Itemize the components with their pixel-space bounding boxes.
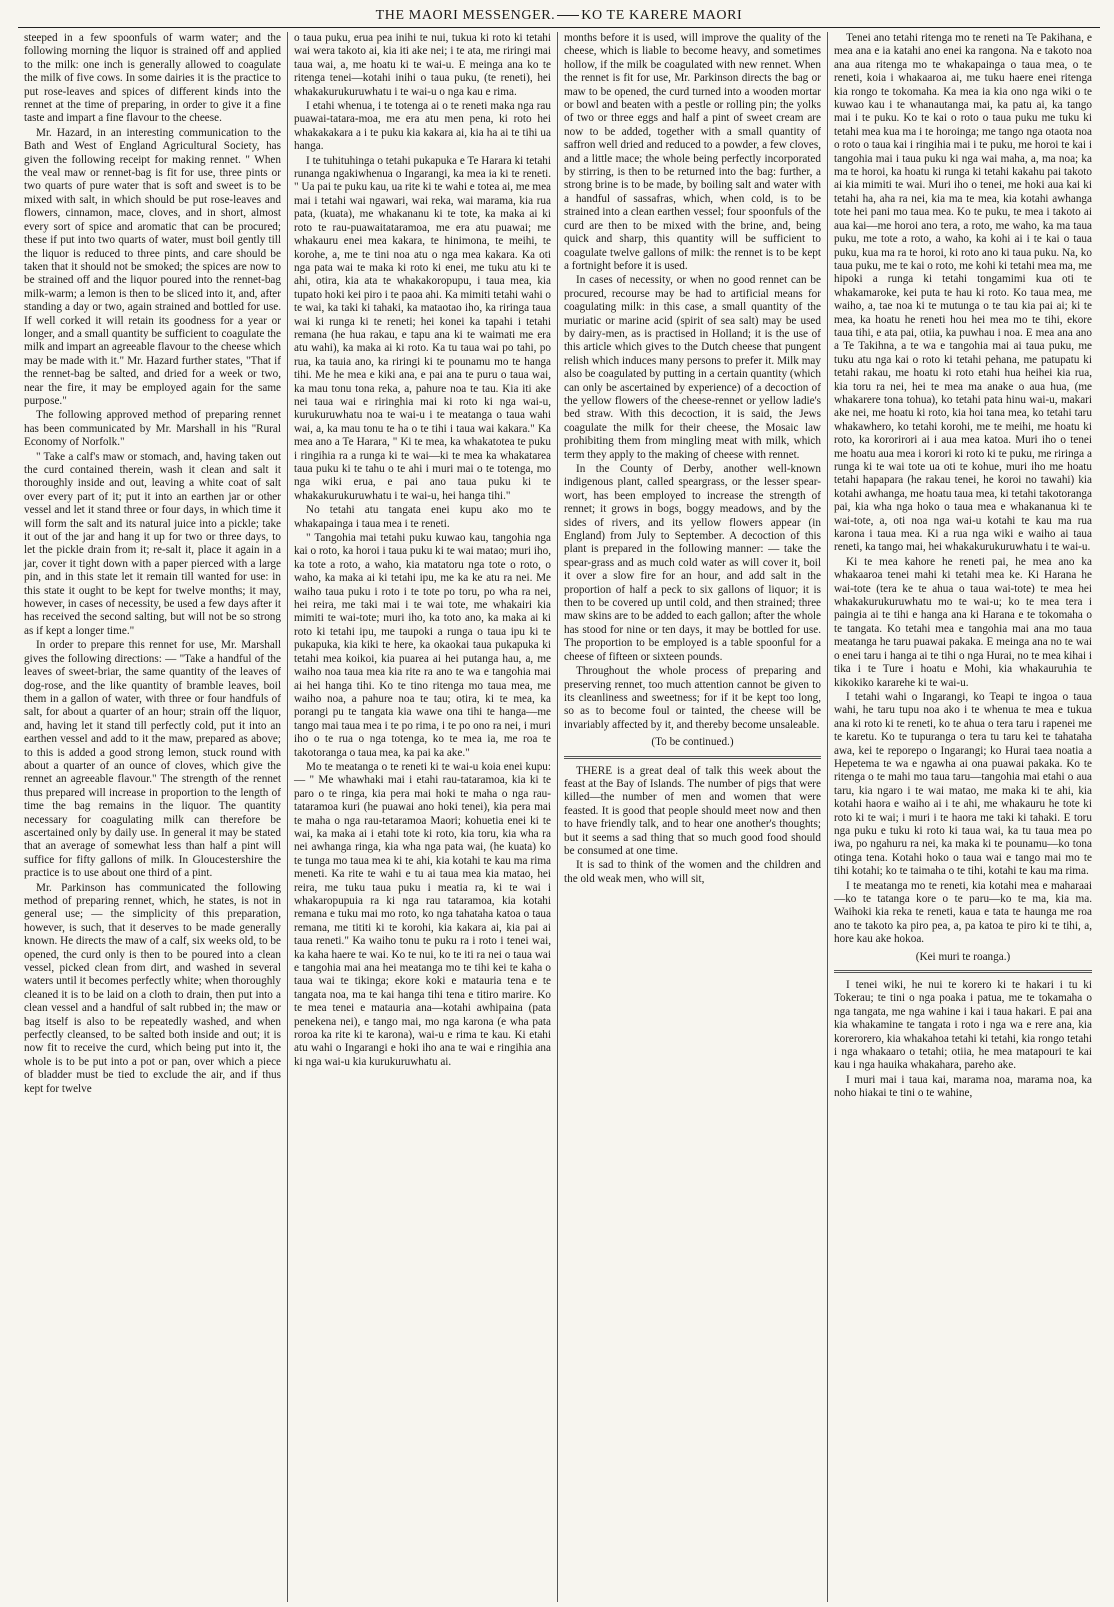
continued-note: (Kei muri te roanga.)	[915, 950, 1011, 963]
paragraph: " Take a calf's maw or stomach, and, having taken out the curd contained therein, wash it clean and salt it thoroughly inside and out, leaving a white coat of salt over every part of it; put it into an earthen jar or other vessel and let it stand three or four days, in which time it will form the salt and its natural juice into a pickle; take it out of the jar and hang it up for two or three days, to let the pickle drain from it; re-salt it, place it again in a jar, cover it tight down with a paper pierced with a large pin, and in this state let it remain till wanted for use: in this state it ought to be kept for twelve months; it may, however, in cases of necessity, be used a few days after it has received the second salting, but will not be so strong as if kept a longer time."	[24, 450, 281, 637]
columns	[18, 32, 1100, 1602]
news-paragraph: THERE is a great deal of talk this week about the feast at the Bay of Islands. The number of pigs that were killed—the number of men and women that were feasted. It is good that people should meet now and then to have friendly talk, and to hear one another's thoughts; but it seems a sad thing that so much good food should be consumed at one time.	[564, 764, 821, 857]
column-maori-1	[288, 32, 558, 1602]
paragraph: steeped in a few spoonfuls of warm water; and the following morning the liquor is strained off and applied to the milk: one inch is generally allowed to coagulate the milk of five cows. In some dairies it is the practice to put rose-leaves and spices of different kinds into the rennet at the time of preparing, in order to give it a fine taste and impart a fine flavour to the cheese.	[24, 32, 281, 125]
paragraph: Mo te meatanga o te reneti ki te wai-u koia enei kupu: — " Me whawhaki mai i etahi rau-tataramoa, kia ki te paro o te ringa, kia pera mai hoki te maha o nga rau-tataramoa kuri (he puawai ano hoki tenei), kia pera mai te maha o nga rau-tetaramoa Maori; kohuetia enei ki te wai, ka maka ai i etahi tote ki roto, kia toru, kia wha ra nei awhanga ringa, kia wha nga pata wai, (he kuata) ko te tunga mo taua mea ki te ahi, kia kotahi te kau ma rima meneti. Ka rite te wahi e tu ai taua mea kia matao, hei reira, me tuku taua puku i meatia ra, ki te wai i whakaropupuia ra ki nga rau tataramoa, kia kotahi remana e tuku mai mo roto, ko nga tahataha katoa o taua remana, me tititi ki te korohi, kia kakara ai, kia pai ai taua reneti." Ka waiho tonu te puku ra i roto i tenei wai, ka kaha haere te wai. Ko te nui, ko te iti ra nei o taua wai e tangohia mai ana hei meatanga mo te tihi kei te kaha o taua wai te tikinga; ekore koki e matauria tena e te tangata noa, ma te kai hanga tihi tena e titiro marire. Ko te mea tenei e matauria ana—kotahi awhipaina (pata penekena nei), e tango mai, mo nga karona (e wha pata roroa ka rite ki te karona), wai-u e rima te kau. Ki etahi atu wahi o Ingarangi e hoki iho ana te wai e ringihia ana ki nga wai-u kia kurukuruwhatu ai.	[294, 760, 551, 1068]
paragraph: months before it is used, will improve the quality of the cheese, which is liable to become heavy, and sometimes hollow, if the milk be coagulated with new rennet. When the rennet is fit for use, Mr. Parkinson directs the bag or maw to be opened, the curd turned into a wooden mortar or bowl and beaten with a pestle or rolling pin; the yolks of two or three eggs and half a pint of sweet cream are now to be added, together with a small quantity of saffron well dried and reduced to a powder, a few cloves, and a little mace; the whole being perfectly incorporated by stirring, is then to be returned into the bag: further, a strong brine is to be made, by boiling salt and water with a handful of sassafras, which, when cold, is to be strained into a clean earthen vessel; four spoonfuls of the curd are then to be mixed with the brine, and, being quick and sharp, this quantity will be sufficient to coagulate twelve gallons of milk: the rennet is to be kept a fortnight before it is used.	[564, 32, 821, 272]
masthead-dash	[557, 15, 579, 16]
column-maori-2	[828, 32, 1098, 1602]
paragraph: The following approved method of preparing rennet has been communicated by Mr. Marshall in his "Rural Economy of Norfolk."	[24, 409, 281, 449]
news-paragraph: I tenei wiki, he nui te korero ki te hakari i tu ki Tokerau; te tini o nga poaka i patua, me te tokamaha o nga tangata, me nga wahine i kai i taua hakari. E pai ana kia whakamine te tangata i roto i nga wa e rere ana, kia korerorero, kia whakahoa tetahi ki tetahi, kia rongo tetahi i nga whakaaro o tetahi; otiia, he mea matapouri te kai kau i nga hauika whakahara, pareho ake.	[834, 979, 1092, 1072]
paragraph: Mr. Hazard, in an interesting communication to the Bath and West of England Agricultural Society, has given the following receipt for making rennet. " When the veal maw or rennet-bag is fit for use, three pints or two quarts of pure water that is soft and sweet is to be mixed with salt, in which should be put rose-leaves and flowers, cinnamon, mace, cloves, and in short, almost every sort of spice and aromatic that can be procured; these if put into two quarts of water, must boil gently till the liquor is reduced to three pints, and care should be taken that it should not be smoked; the spices are now to be strained off and the liquor poured into the rennet-bag milk-warm; a lemon is then to be sliced into it, and, after standing a day or two, again strained and bottled for use. If well corked it will retain its goodness for a year or longer, and a small quantity be sufficient to coagulate the milk and impart an agreeable flavour to the cheese which may be made with it." Mr. Hazard further states, "That if the rennet-bag be salted, and dried for a week or two, near the fire, it may be employed again for the same purpose."	[24, 126, 281, 407]
paragraph: Mr. Parkinson has communicated the following method of preparing rennet, which, he states, is not in general use; — the simplicity of this preparation, however, is such, that it deserves to be made generally known. He directs the maw of a calf, six weeks old, to be opened, the curd only is then to be poured into a clean vessel, picked clean from dirt, and washed in several waters until it becomes perfectly white; when thoroughly cleaned it is to be laid on a cloth to drain, then put into a clean vessel and a handful of salt rubbed in; the maw or bag itself is also to be repeatedly washed, and when perfectly cleansed, to be salted both inside and out; it is now fit to receive the curd, which being put into it, the whole is to be put into a pot or pan, over which a piece of bladder must be tied to exclude the air, and if thus kept for twelve	[24, 881, 281, 1095]
paragraph: I tetahi wahi o Ingarangi, ko Teapi te ingoa o taua wahi, he taru tupu noa ako i te whenua te mea e tukua ana ki roto ki te reneti, ko te ahua o tera taru i rapenei me te karetu. Ko te tupuranga o tera tu taru kei te tahataha awa, kei te reporepo o Ingarangi; ko Hurai taea noatia a Hepetema te wa e ngawha ai ona puawai pakaka. Ko te ritenga o te mahi mo taua taru—tangohia mai etahi o aua taru, kia ngaro i te wai matao, me maka ki te ahi, kia kotahi haora e waiho ai i te ahi, me whakauru he tote ki roto ki te wai; i muri i te haora me taki ki tahaki. E toru nga puku e tuku ki roto ki taua wai, ka tu taua mea po iwa, po ngahuru ra nei, ka maka ki te pounamu—ko tona otinga tena. Kotahi hoko o taua wai e tango mai mo te tihi kotahi; ko te taimaha o te tihi, kotahi te kau ma rima.	[834, 690, 1092, 878]
paragraph: I te meatanga mo te reneti, kia kotahi mea e maharaai—ko te tatanga kore o te paru—ko te ma, kia ma. Waihoki kia reka te reneti, kaua e tata te haunga me roa ano te takoto ka piro pea, a, pa katoa te piro ki te tihi, a, hore kau ake hokoa.	[834, 879, 1092, 946]
masthead-maori: KO TE KARERE MAORI	[581, 8, 743, 23]
news-paragraph: It is sad to think of the women and the children and the old weak men, who will sit,	[564, 859, 821, 885]
column-english-2	[558, 32, 828, 1602]
continued-note: (To be continued.)	[651, 736, 734, 749]
paragraph: " Tangohia mai tetahi puku kuwao kau, tangohia nga kai o roto, ka horoi i taua puku ki te wai matao; muri iho, ka tote a roto, a waho, kia matatoru nga tote o roto, o waho, ka maka ai ki tetahi ipu, me ka ke atu ra nei. Me waiho taua puku i roto i te tote po toru, po wha ra nei, hei reira, me taki mai i te wai tote, me whakairi kia mimiti te wai-tote; muri iho, ka toto ano, ka maka ai ki roto ki tetahi ipu, me taupoki a runga o taua ipu ki te pukapuka, kia kiki te here, ka okaokai taua pukapuka ki tetahi mea koikoi, kia puarea ai hei putanga hau, a, me waiho noa taua mea kia rite ra ano te wa e tangohia mai ai hei hanga tihi. Ko te tino ritenga mo taua mea, me waiho noa, a pahure noa te tau; otira, ki te mea, ka porangi pu te tangata kia wawe ona tihi te hanga—me tango mai taua mea i te po rima, i te po ono ra nei, i muri iho o te rua o nga totenga, ko te mea ia, me roa te takotoranga o taua mea, ka pai ka ake."	[294, 532, 551, 759]
paragraph: Throughout the whole process of preparing and preserving rennet, too much attention cannot be given to its cleanliness and sweetness; for if it be kept too long, so as to become foul or tainted, the cheese will be invariably affected by it, and thereby become unsaleable.	[564, 665, 821, 731]
masthead-english: THE MAORI MESSENGER.	[375, 8, 556, 23]
masthead	[18, 8, 1100, 28]
paragraph: Tenei ano tetahi ritenga mo te reneti na Te Pakihana, e mea ana e ia katahi ano enei ka rangona. Na e takoto noa ana aua ritenga mo te whakapainga o taua mea, o te reneti, koia i whakaaroa ai, me tuku haere enei ritenga kia rongo te tokomaha. Ka mea ia kia ono nga wiki o te kuwao kau i te whanautanga mai, ka patu ai, ka tango mai i te puku. Ko te kai o roto o taua puku me tuku ki tetahi mea kua ma i te horoinga; me tango nga otaota noa o roto o taua kai i ringihia mai i te puku, me horoi te kai i tangohia mai i taua puku ki nga wai maha, a, ma noa; ka ma te horoi, ka hoatu ki runga ki tetahi kakahu pai takoto ai kia mimiti te wai. Muri iho o tenei, me hoki aua kai ki tetahi ha, aha ra nei, kia ma te mea, kia kotahi awhanga tote hei pani mo taua mea. Ko te puku, te mea i takoto ai aua kai—me horoi ano tera, a roto, me waho, ka ma taua puku, me tote a roto, a waho, ka kohi ai i te kai o taua puku, kua ma ra te horoi, ki roto ano ki taua puku. Na, ko taua puku, me te kai o roto, me kohi ki tetahi mea ma, me hipoki a runga ki tetahi tongamimi kua oti te whakamaroke, kei puta te hau ki roto. Ko taua mea, me waiho, a, tae noa ki te mutunga o te tau kia pai ai; ki te mea, ka hoatu he reneti hou hei mea mo te tihi, ekore taua tihi, e ata pai, otiia, ka puwhau i noa. E mea ana ano a Te Takihna, a te wa e tangohia mai ai taua puku, me tuku atu nga kai o roto ki tetahi pehana, me patupatu ki tetahi rakau, me hoatu ki roto etahi hua heihei kia rua, kia toru ra nei, hei te mea ma anake o aua hua, (me whakarere tona tohua), ko tetahi pata hinu wai-u, makari ake nei, me hoatu ki roto, kia hoi tana mea, ko tetahi taru whakawhero, ko tetahi korohi, me te meihi, me hoatu ki roto, ka kororirori ai i aua mea katoa. Muri iho o tenei me hoatu aua mea i korori ki roto ki te puku, me riringa a runga ki te wai tote ua oti te kohue, muri iho me hoatu tetahi hapapara (he rakau tenei, he koroi no tawahi) kia kotahi awhanga, me hoatu taua mea, ki tetahi takotoranga pai, kia wha nga hoko o taua mea e whakananua ki te wai-tote, a, oti noa nga wai-u kotahi te kau ma rua karona i taua mea. Ki a rua nga wiki e waiho ai taua reneti, ka tango mai, hei whakakurukuruwhatu i te wai-u.	[834, 32, 1092, 554]
news-paragraph: I muri mai i taua kai, marama noa, marama noa, ka noho hiakai te tini o te wahine,	[834, 1073, 1092, 1100]
section-divider	[834, 970, 1092, 973]
section-divider	[564, 756, 821, 759]
paragraph: Ki te mea kahore he reneti pai, he mea ano ka whakaaroa tenei mahi ki tetahi mea ke. Ki Harana he wai-tote (tera ke te ahua o taua wai-tote) te mea hei whakakurukuruwhatu mo te wai-u; ko te mea tera i paingia ai te tihi e hanga ana ki Harana e te tokomaha o te tangata. Ko tetahi mea e tangohia mai ana mo taua meatanga he taru puawai pakaka. E meinga ana no te wai o enei taru i hanga ai te tihi o nga Hurai, no te mea kihai i tika i te Ture i hoatu e Mohi, kia whakauruhia te kikokiko kararehe ki te wai-u.	[834, 555, 1092, 689]
paragraph: In the County of Derby, another well-known indigenous plant, called speargrass, or the lesser spear-wort, has been employed to increase the strength of rennet; it grows in bogs, boggy meadows, and by the sides of rivers, and its yellow flowers appear (in England) from July to September. A decoction of this plant is prepared in the following manner: — take the spear-grass and as much cold water as will cover it, boil it over a slow fire for an hour, and add salt in the proportion of half a peck to six gallons of liquor; it is then to be covered up until cold, and then strained; three maw skins are to be added to each gallon; after the whole has stood for nine or ten days, it may be bottled for use. The proportion to be employed is a table spoonful for a cheese of fifteen or sixteen pounds.	[564, 463, 821, 663]
paragraph: In order to prepare this rennet for use, Mr. Marshall gives the following directions: — "Take a handful of the leaves of sweet-briar, the same quantity of the leaves of dog-rose, and the like quantity of bramble leaves, boil them in a gallon of water, with three or four handfuls of salt, for about a quarter of an hour; strain off the liquor, and, having let it stand till perfectly cold, put it into an earthen vessel and add to it the maw, prepared as above; to this is added a good strong lemon, stuck round with about a quarter of an ounce of cloves, which give the rennet an agreeable flavour." The strength of the rennet thus prepared will increase in proportion to the length of time the bag remains in the liquor. The quantity necessary for coagulating milk can therefore be ascertained only by daily use. In general it may be stated that an average of somewhat less than half a pint will suffice for fifty gallons of milk. In Gloucestershire the practice is to use about one third of a pint.	[24, 639, 281, 880]
paragraph: In cases of necessity, or when no good rennet can be procured, recourse may be had to artificial means for coagulating milk: in this case, a small quantity of the muriatic or marine acid (spirit of sea salt) may be used by dairy-men, as is practised in Holland; it is the use of this article which gives to the Dutch cheese that pungent relish which induces many persons to prefer it. Milk may also be coagulated by putting in a certain quantity (which can only be ascertained by experience) of a decoction of the yellow flowers of the cheese-rennet or yellow ladie's bed straw. With this decoction, it is said, the Jews coagulate the milk for their cheese, the Mosaic law prohibiting them from mingling meat with milk, which term they apply to the making of cheese with rennet.	[564, 274, 821, 461]
paragraph: I etahi whenua, i te totenga ai o te reneti maka nga rau puawai-tatara-moa, me era atu men pena, ki roto hei whakakakara a i te puku kia kakara ai, kia ha ai te tihi ua hanga.	[294, 100, 551, 153]
column-english-1	[18, 32, 288, 1602]
paragraph: No tetahi atu tangata enei kupu ako mo te whakapainga i taua mea i te reneti.	[294, 504, 551, 530]
paragraph: I te tuhituhinga o tetahi pukapuka e Te Harara ki tetahi runanga ngakiwhenua o Ingarangi, ka mea ia ki te reneti. " Ua pai te puku kau, ua rite ki te wahi e totea ai, me mea mai i tetahi wai ngawari, wai reka, wai marama, kia rua pata, (kuata), me whakananu ki te tote, ka maka ai ki roto te rau-puawaitataramoa, me era atu puawai; me whakauru enei mea kakara, te hinimona, te meihi, te korohe, a, me te tini noa atu o nga mea kakara. Ka oti nga pata wai te maka ki roto ki enei, me tuku atu ki te ahi, otira, kia ata te whakakoropupu, i taua mea, kia tupato hoki kei piro i te paoa ahi. Ka mimiti tetahi wahi o te wai, ka taki ki tahaki, ka mataotao iho, ka riringa taua wai ki runga ki te reneti; hei konei ka tapahi i tetahi remana (he hua rakau, e tapu ana ki te waimati me era atu wahi), ka maka ai ki roto. Ka tu taua wai po tahi, po rua, ka tauia ano, ka riringi ki te pounamu mo te hanga tihi. Me he mea e kiki ana, e pai ana te puru o taua wai, ka mau tonu tona reka, a, pahure noa te tau. Kia iti ake nei taua wai e riringhia mai ki roto ki nga wai-u, kurukuruwhatu noa te wai-u i te meatanga o taua wahi wai, a, ka mau tonu te ha o te tihi i taua wai kakara." Ka mea ano a Te Harara, " Ki te mea, ka whakatotea te puku i ringihia ra a runga ki te wai—ki te mea ka whakatarea taua puku ki te tahu o te ahi i muri mai o te totenga, mo nga wiki erua, e pai ano taua puku ki te whakakurukuruwhatu i te wai-u, hei hanga tihi."	[294, 154, 551, 502]
paragraph: o taua puku, erua pea inihi te nui, tukua ki roto ki tetahi wai wera takoto ai, kia iti ake nei; i te ata, me riringi mai taua wai, a, me hoatu ki te wai-u. E meinga ana ko te ritenga tenei—kotahi inihi o taua puku, (te reneti), hei whakakurukuruwhatu i te wai-u o nga kau e rima.	[294, 32, 551, 98]
